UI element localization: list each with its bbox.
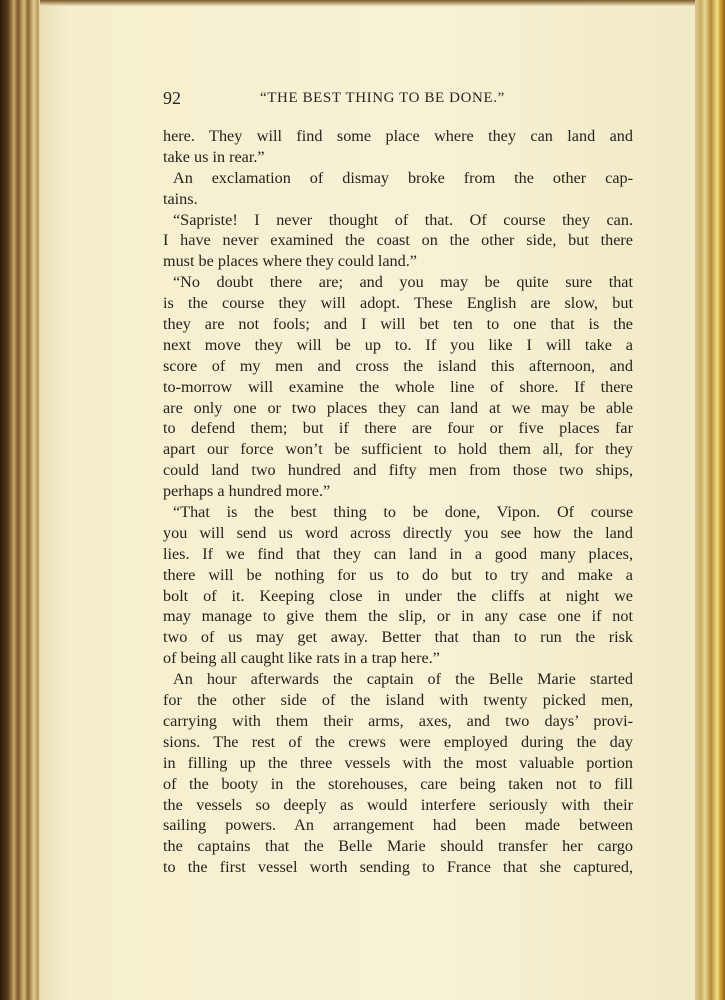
text-line: the captains that the Belle Marie should transfer her cargo xyxy=(163,837,633,856)
text-line: to the first vessel worth sending to France that she captured, xyxy=(163,858,633,877)
text-line: sailing powers. An arrangement had been made between xyxy=(163,816,633,835)
text-line: of being all caught like rats in a trap here.” xyxy=(163,649,440,668)
text-line: take us in rear.” xyxy=(163,147,265,166)
text-line: to defend them; but if there are four or five places far xyxy=(163,419,633,438)
text-line: is the course they will adopt. These English are slow, but xyxy=(163,294,633,313)
running-title: “THE BEST THING TO BE DONE.” xyxy=(260,90,505,106)
text-line: there will be nothing for us to do but to try and make a xyxy=(163,565,633,584)
book-spine-edge xyxy=(0,0,40,1000)
text-line: An exclamation of dismay broke from the other cap- xyxy=(173,168,633,187)
text-line: “Sapriste! I never thought of that. Of course they can. xyxy=(173,210,633,229)
text-line: score of my men and cross the island this afternoon, and xyxy=(163,356,633,375)
text-line: apart our force won’t be sufficient to hold them all, for they xyxy=(163,440,633,459)
page-top-edge xyxy=(40,0,725,6)
text-line: to-morrow will examine the whole line of shore. If there xyxy=(163,377,633,396)
body-text xyxy=(163,126,633,878)
text-line: for the other side of the island with twenty picked men, xyxy=(163,691,633,710)
text-line: sions. The rest of the crews were employed during the day xyxy=(163,732,633,751)
text-line: perhaps a hundred more.” xyxy=(163,482,331,501)
page-number: 92 xyxy=(163,88,181,108)
text-line: here. They will find some place where they can land and xyxy=(163,127,633,145)
text-line: they are not fools; and I will bet ten to one that is the xyxy=(163,315,633,334)
text-line: next move they will be up to. If you like I will take a xyxy=(163,335,633,354)
text-line: two of us may get away. Better that than to run the risk xyxy=(163,628,633,647)
text-line: of the booty in the storehouses, care being taken not to fill xyxy=(163,774,633,793)
page-fore-edge xyxy=(695,0,725,1000)
text-line: are only one or two places they can land at we may be able xyxy=(163,398,633,417)
text-line: must be places where they could land.” xyxy=(163,252,417,271)
text-line: carrying with them their arms, axes, and two days’ provi- xyxy=(163,711,633,730)
running-header xyxy=(163,88,633,112)
text-line: I have never examined the coast on the other side, but there xyxy=(163,231,633,250)
text-line: in filling up the three vessels with the most valuable portion xyxy=(163,753,633,772)
text-line: could land two hundred and fifty men from those two ships, xyxy=(163,461,633,480)
text-line: the vessels so deeply as would interfere seriously with their xyxy=(163,795,633,814)
text-line: lies. If we find that they can land in a good many places, xyxy=(163,544,633,563)
text-line: you will send us word across directly you see how the land xyxy=(163,523,633,542)
text-line: tains. xyxy=(163,189,198,208)
text-line: may manage to give them the slip, or in any case one if not xyxy=(163,607,633,626)
text-line: “That is the best thing to be done, Vipon. Of course xyxy=(173,503,633,522)
text-line: “No doubt there are; and you may be quite sure that xyxy=(173,273,633,292)
text-line: bolt of it. Keeping close in under the cliffs at night we xyxy=(163,586,633,605)
text-line: An hour afterwards the captain of the Belle Marie started xyxy=(173,670,633,689)
